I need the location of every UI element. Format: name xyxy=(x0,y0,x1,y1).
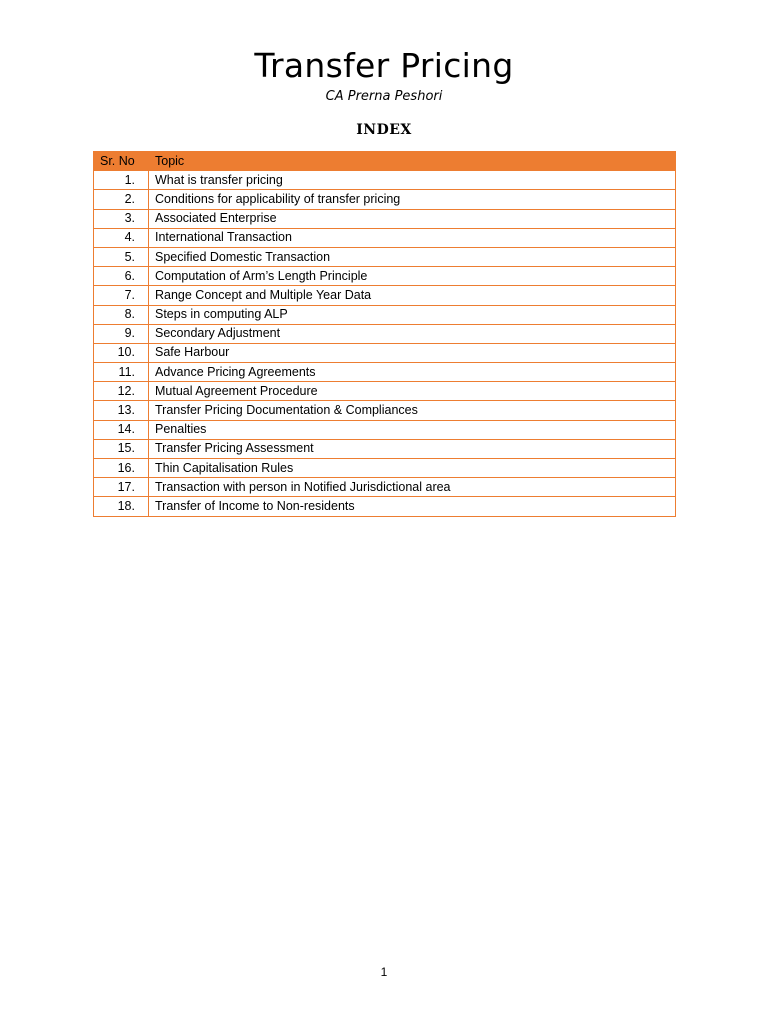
table-row xyxy=(94,228,676,247)
table-row xyxy=(94,363,676,382)
table-row xyxy=(94,267,676,286)
table-row xyxy=(94,478,676,497)
table-row xyxy=(94,401,676,420)
index-table xyxy=(93,151,676,517)
topic-cell: Safe Harbour xyxy=(149,343,676,362)
topic-cell: Transfer Pricing Assessment xyxy=(149,439,676,458)
table-row xyxy=(94,190,676,209)
topic-cell: Specified Domestic Transaction xyxy=(149,247,676,266)
table-row xyxy=(94,439,676,458)
sr-no-cell: 2. xyxy=(94,190,149,209)
table-row xyxy=(94,247,676,266)
sr-no-cell: 5. xyxy=(94,247,149,266)
sr-no-cell: 6. xyxy=(94,267,149,286)
topic-cell: Penalties xyxy=(149,420,676,439)
column-header-sr-no: Sr. No xyxy=(94,152,149,171)
topic-cell: Conditions for applicability of transfer pricing xyxy=(149,190,676,209)
table-row xyxy=(94,286,676,305)
topic-cell: Steps in computing ALP xyxy=(149,305,676,324)
topic-cell: Transfer of Income to Non-residents xyxy=(149,497,676,516)
sr-no-cell: 7. xyxy=(94,286,149,305)
topic-cell: Transaction with person in Notified Jurisdictional area xyxy=(149,478,676,497)
topic-cell: International Transaction xyxy=(149,228,676,247)
table-row xyxy=(94,305,676,324)
sr-no-cell: 17. xyxy=(94,478,149,497)
sr-no-cell: 18. xyxy=(94,497,149,516)
page-number: 1 xyxy=(380,965,388,979)
table-row xyxy=(94,171,676,190)
topic-cell: Associated Enterprise xyxy=(149,209,676,228)
sr-no-cell: 15. xyxy=(94,439,149,458)
sr-no-cell: 16. xyxy=(94,459,149,478)
topic-cell: Computation of Arm’s Length Principle xyxy=(149,267,676,286)
sr-no-cell: 12. xyxy=(94,382,149,401)
table-row xyxy=(94,324,676,343)
topic-cell: Transfer Pricing Documentation & Compliances xyxy=(149,401,676,420)
index-heading: INDEX xyxy=(356,122,412,138)
sr-no-cell: 3. xyxy=(94,209,149,228)
topic-cell: Advance Pricing Agreements xyxy=(149,363,676,382)
table-row xyxy=(94,459,676,478)
sr-no-cell: 9. xyxy=(94,324,149,343)
table-row xyxy=(94,209,676,228)
sr-no-cell: 14. xyxy=(94,420,149,439)
topic-cell: Thin Capitalisation Rules xyxy=(149,459,676,478)
table-row xyxy=(94,382,676,401)
document-author: CA Prerna Peshori xyxy=(325,89,443,104)
table-row xyxy=(94,497,676,516)
topic-cell: Range Concept and Multiple Year Data xyxy=(149,286,676,305)
sr-no-cell: 8. xyxy=(94,305,149,324)
index-table-header-row xyxy=(94,152,676,171)
index-table-body xyxy=(94,171,676,516)
topic-cell: Mutual Agreement Procedure xyxy=(149,382,676,401)
sr-no-cell: 1. xyxy=(94,171,149,190)
document-title: Transfer Pricing xyxy=(254,46,514,85)
table-row xyxy=(94,343,676,362)
sr-no-cell: 10. xyxy=(94,343,149,362)
column-header-topic: Topic xyxy=(149,152,676,171)
topic-cell: Secondary Adjustment xyxy=(149,324,676,343)
sr-no-cell: 13. xyxy=(94,401,149,420)
sr-no-cell: 11. xyxy=(94,363,149,382)
table-row xyxy=(94,420,676,439)
topic-cell: What is transfer pricing xyxy=(149,171,676,190)
sr-no-cell: 4. xyxy=(94,228,149,247)
